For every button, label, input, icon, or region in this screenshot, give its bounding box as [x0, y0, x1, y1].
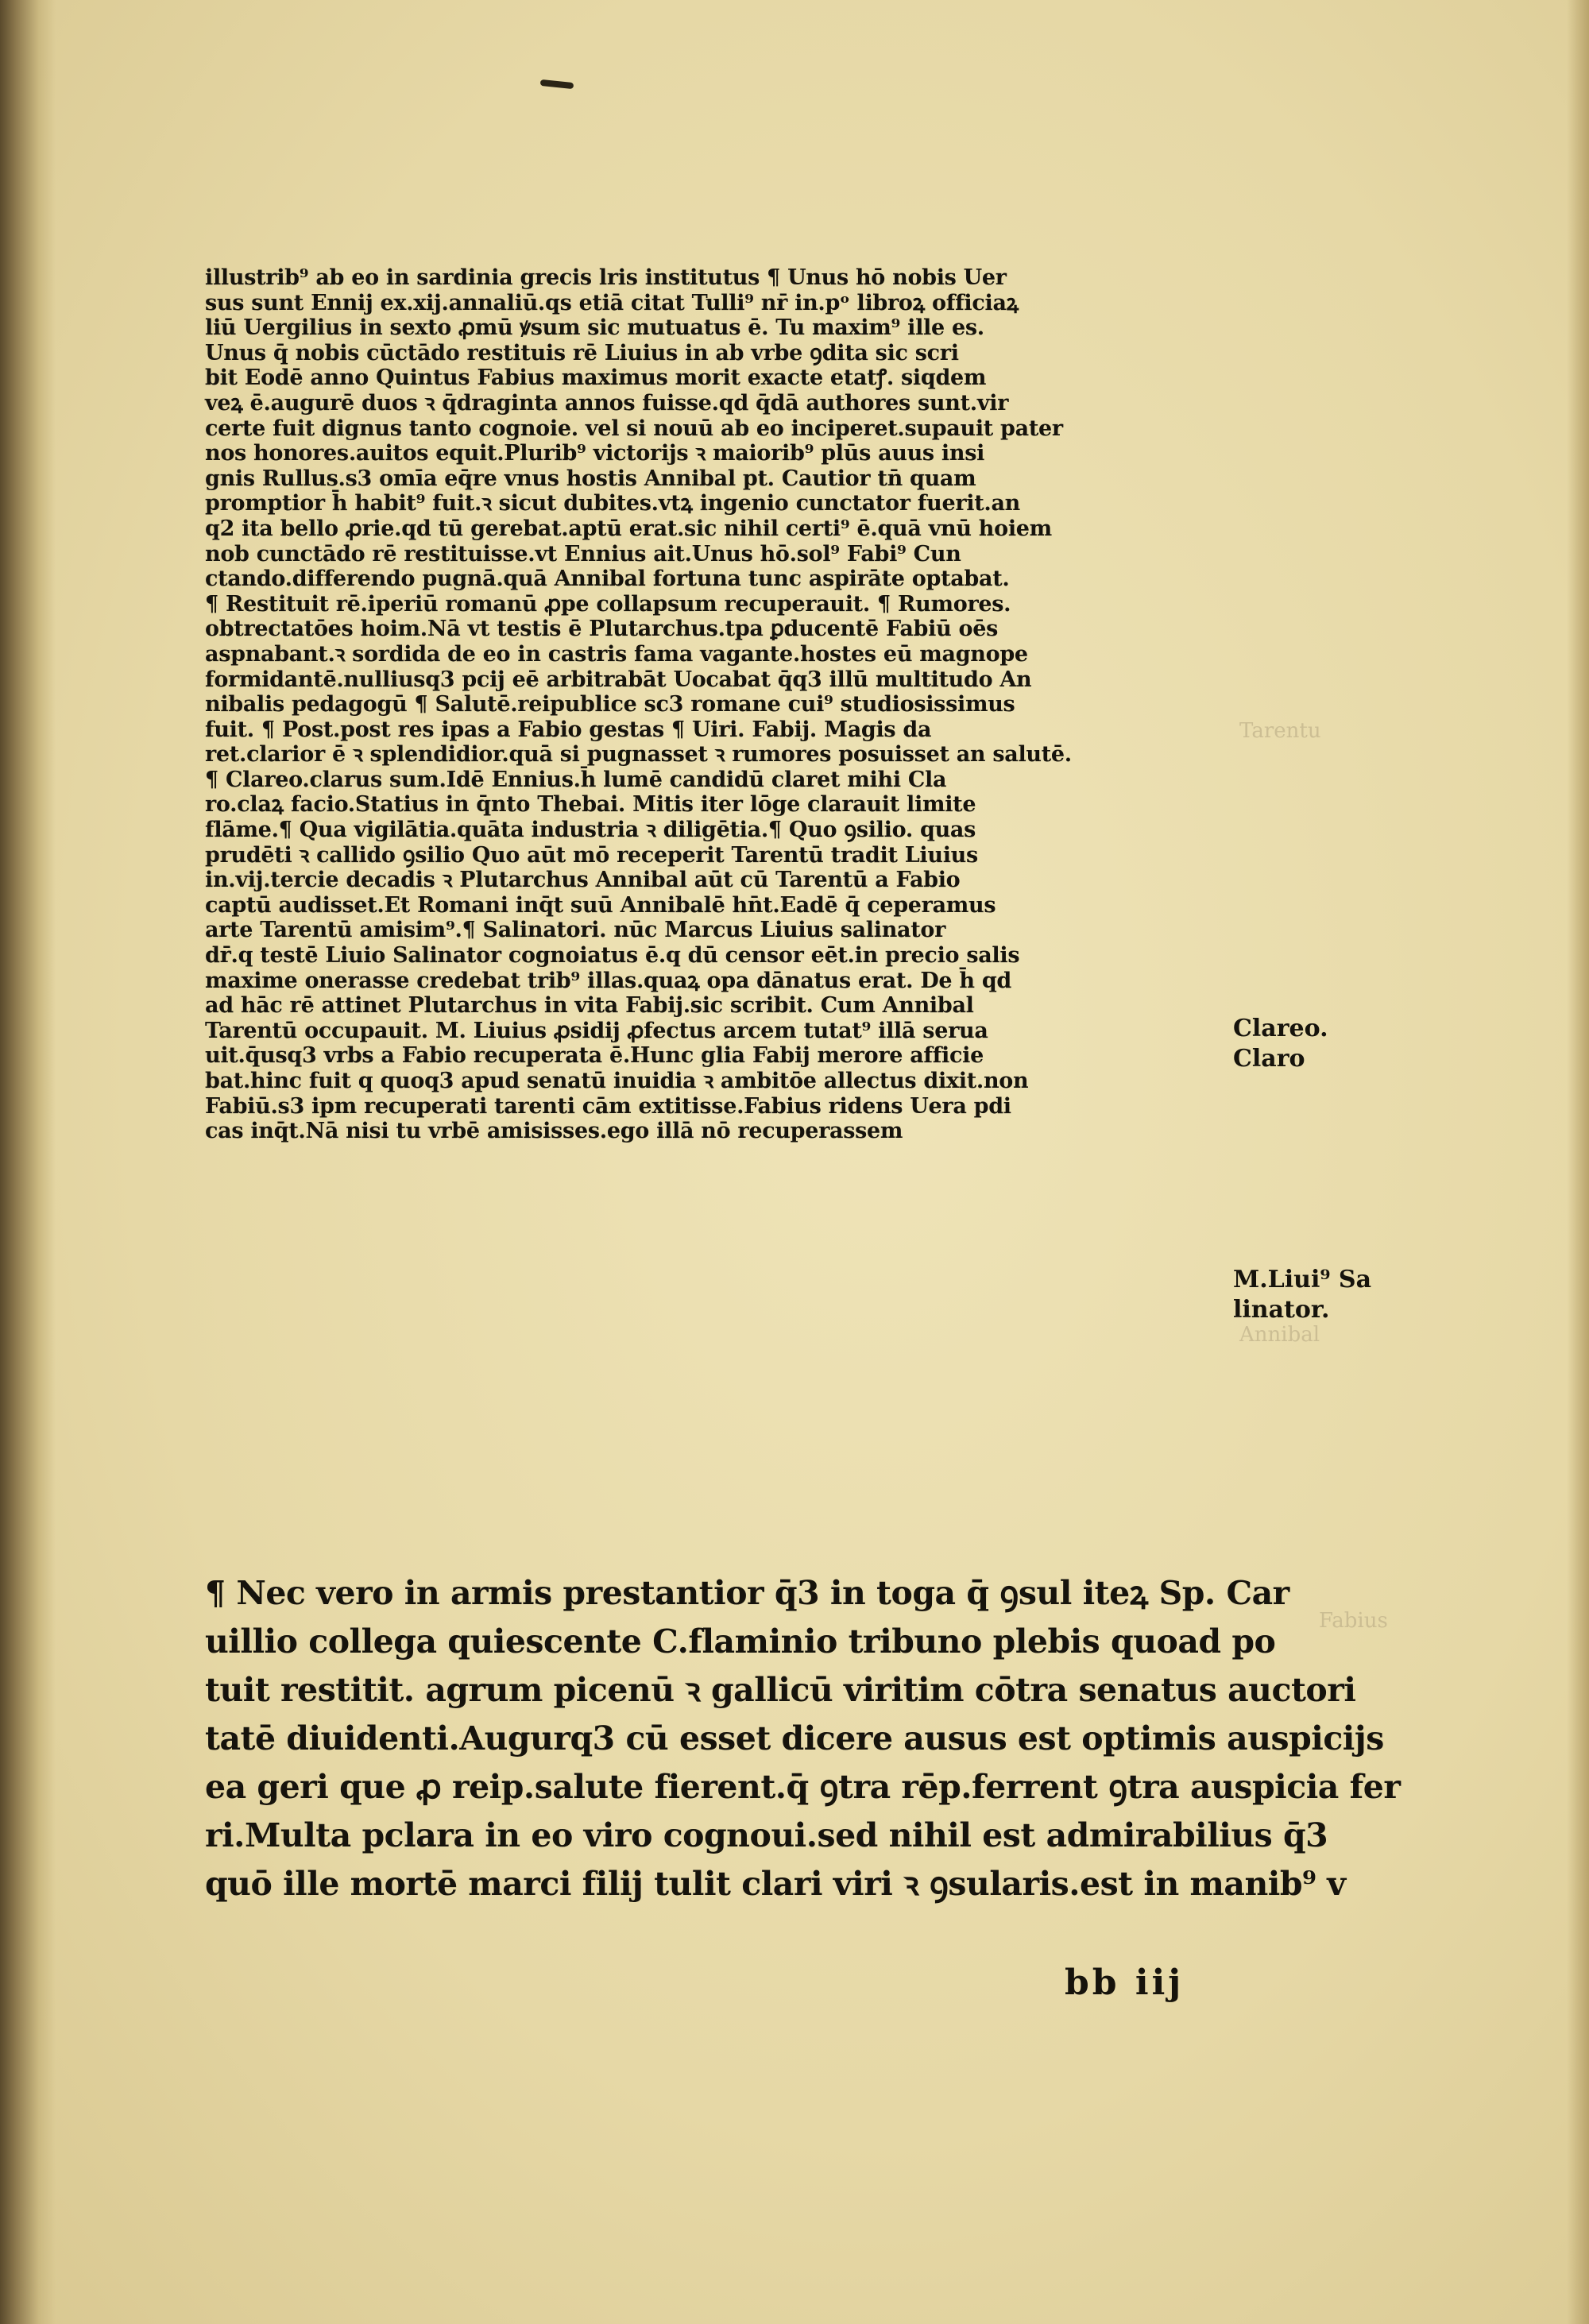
text-line: sus sunt Ennij ex.xij.annaliū.qs etiā citat Tulli⁹ nr̄ in.pᵒ libroꝝ officiaꝝ	[205, 290, 1019, 315]
text-line: veꝝ ē.augurē duos ꝛ q̄draginta annos fuisse.qd q̄dā authores sunt.vir	[205, 390, 1009, 416]
text-line: obtrectatōes hoim.Nā vt testis ē Plutarchus.tpa ꝑducentē Fabiū oēs	[205, 617, 999, 642]
text-line: maxime onerasse credebat trib⁹ illas.quaꝝ opa dānatus erat. De h̄ qd	[205, 968, 1011, 993]
text-line: aspnabant.ꝛ sordida de eo in castris fama vagante.hostes eū magnope	[205, 641, 1028, 667]
text-line: certe fuit dignus tanto cognoie. vel si nouū ab eo inciperet.supauit pater	[205, 416, 1063, 441]
text-line: bit Eodē anno Quintus Fabius maximus morit exacte etatꝭ. siqdem	[205, 365, 987, 391]
text-line: ad hāc rē attinet Plutarchus in vita Fabij.sic scribit. Cum Annibal	[205, 993, 974, 1019]
text-line: in.vij.tercie decadis ꝛ Plutarchus Annibal aūt cū Tarentū a Fabio	[205, 868, 961, 893]
text-line: Fabiū.s3 ipm recuperati tarenti cām extitisse.Fabius ridens Uera pdi	[205, 1093, 1011, 1119]
page-edge	[1567, 0, 1589, 2324]
show-through-text: Tarentu	[1239, 719, 1321, 743]
text-line: bat.hinc fuit q quoq3 apud senatū inuidia ꝛ ambitōe allectus dixit.non	[205, 1069, 1029, 1093]
text-line: tuit restitit. agrum picenū ꝛ gallicū viritim cōtra senatus auctori	[205, 1671, 1356, 1709]
marginal-note-salinator: linator.	[1233, 1296, 1330, 1324]
text-line: ea geri que ꝓ reip.salute fierent.q̄ ꝯtra rēp.ferrent ꝯtra auspicia fer	[205, 1768, 1401, 1806]
text-line: Tarentū occupauit. M. Liuius ꝓsidij ꝓfectus arcem tutat⁹ illā serua	[205, 1018, 988, 1043]
text-line: formidantē.nulliusq3 pcij eē arbitrabāt Uocabat q̄q3 illū multitudo An	[205, 667, 1032, 692]
text-line: fuit. ¶ Post.post res ipas a Fabio gestas ¶ Uiri. Fabij. Magis da	[205, 717, 932, 742]
marginal-note-clareo: Clareo.	[1233, 1015, 1328, 1042]
text-line: ret.clarior ē ꝛ splendidior.quā si pugnasset ꝛ rumores posuisset an salutē.	[205, 742, 1072, 768]
text-line: uit.q̄usq3 vrbs a Fabio recuperata ē.Hunc glia Fabij merore afficie	[205, 1043, 984, 1069]
signature-mark: bb iij	[1065, 1962, 1185, 2003]
text-line: promptior h̄ habit⁹ fuit.ꝛ sicut dubites.vtꝝ ingenio cunctator fuerit.an	[205, 491, 1020, 516]
show-through-text: Annibal	[1239, 1323, 1320, 1347]
text-line: cas inq̄t.Nā nisi tu vrbē amisisses.ego illā nō recuperassem	[205, 1119, 903, 1144]
text-line: liū Uergilius in sexto ꝓmū ꝟsum sic mutuatus ē. Tu maxim⁹ ille es.	[205, 315, 984, 341]
text-line: tatē diuidenti.Augurq3 cū esset dicere ausus est optimis auspicijs	[205, 1719, 1384, 1758]
text-line: flāme.¶ Qua vigilātia.quāta industria ꝛ diligētia.¶ Quo ꝯsilio. quas	[205, 818, 976, 843]
text-line: illustrib⁹ ab eo in sardinia grecis lris institutus ¶ Unus hō nobis Uer	[205, 265, 1007, 290]
text-line: ctando.differendo pugnā.quā Annibal fortuna tunc aspirāte optabat.	[205, 566, 1010, 592]
show-through-text: Fabius	[1319, 1609, 1388, 1633]
text-line: captū audisset.Et Romani inq̄t suū Annibalē hn̄t.Eadē q̄ ceperamus	[205, 892, 996, 918]
text-line: uillio collega quiescente C.flaminio tribuno plebis quoad po	[205, 1622, 1276, 1661]
text-line: gnis Rullus.s3 omīa eq̄re vnus hostis Annibal pt. Cautior tn̄ quam	[205, 466, 976, 491]
commentary-block	[205, 265, 1238, 1144]
text-line: nibalis pedagogū ¶ Salutē.reipublice sc3 romane cui⁹ studiosissimus	[205, 692, 1015, 717]
text-line: arte Tarentū amisim⁹.¶ Salinatori. nūc Marcus Liuius salinator	[205, 918, 946, 943]
text-line: ¶ Nec vero in armis prestantior q̄3 in toga q̄ ꝯsul iteꝝ Sp. Car	[205, 1574, 1289, 1612]
text-line: nob cunctādo rē restituisse.vt Ennius ait.Unus hō.sol⁹ Fabi⁹ Cun	[205, 541, 961, 566]
text-line: prudēti ꝛ callido ꝯsilio Quo aūt mō receperit Tarentū tradit Liuius	[205, 842, 978, 868]
binding-shadow	[0, 0, 56, 2324]
text-line: ¶ Restituit rē.iperiū romanū ꝓpe collapsum recuperauit. ¶ Rumores.	[205, 591, 1011, 617]
text-line: Unus q̄ nobis cūctādo restituis rē Liuius in ab vrbe ꝯdita sic scri	[205, 340, 959, 365]
text-line: nos honores.auitos equit.Plurib⁹ victorijs ꝛ maiorib⁹ plūs auus insi	[205, 441, 985, 466]
text-line: ¶ Clareo.clarus sum.Idē Ennius.h̄ lumē candidū claret mihi Cla	[205, 767, 947, 792]
text-line: q2 ita bello ꝓrie.qd tū gerebat.aptū erat.sic nihil certi⁹ ē.quā vnū hoiem	[205, 516, 1052, 541]
text-line: ro.claꝝ facio.Statius in q̄nto Thebai. Mitis iter lōge clarauit limite	[205, 792, 976, 818]
text-line: quō ille mortē marci filij tulit clari viri ꝛ ꝯsularis.est in manib⁹ v	[205, 1865, 1346, 1903]
marginal-note-liuius: M.Liui⁹ Sa	[1233, 1266, 1372, 1293]
text-line: dr̄.q testē Liuio Salinator cognoiatus ē.q dū censor eēt.in precio salis	[205, 943, 1020, 969]
marginal-note-claro: Claro	[1233, 1045, 1305, 1073]
text-line: ri.Multa pclara in eo viro cognoui.sed nihil est admirabilius q̄3	[205, 1816, 1328, 1854]
